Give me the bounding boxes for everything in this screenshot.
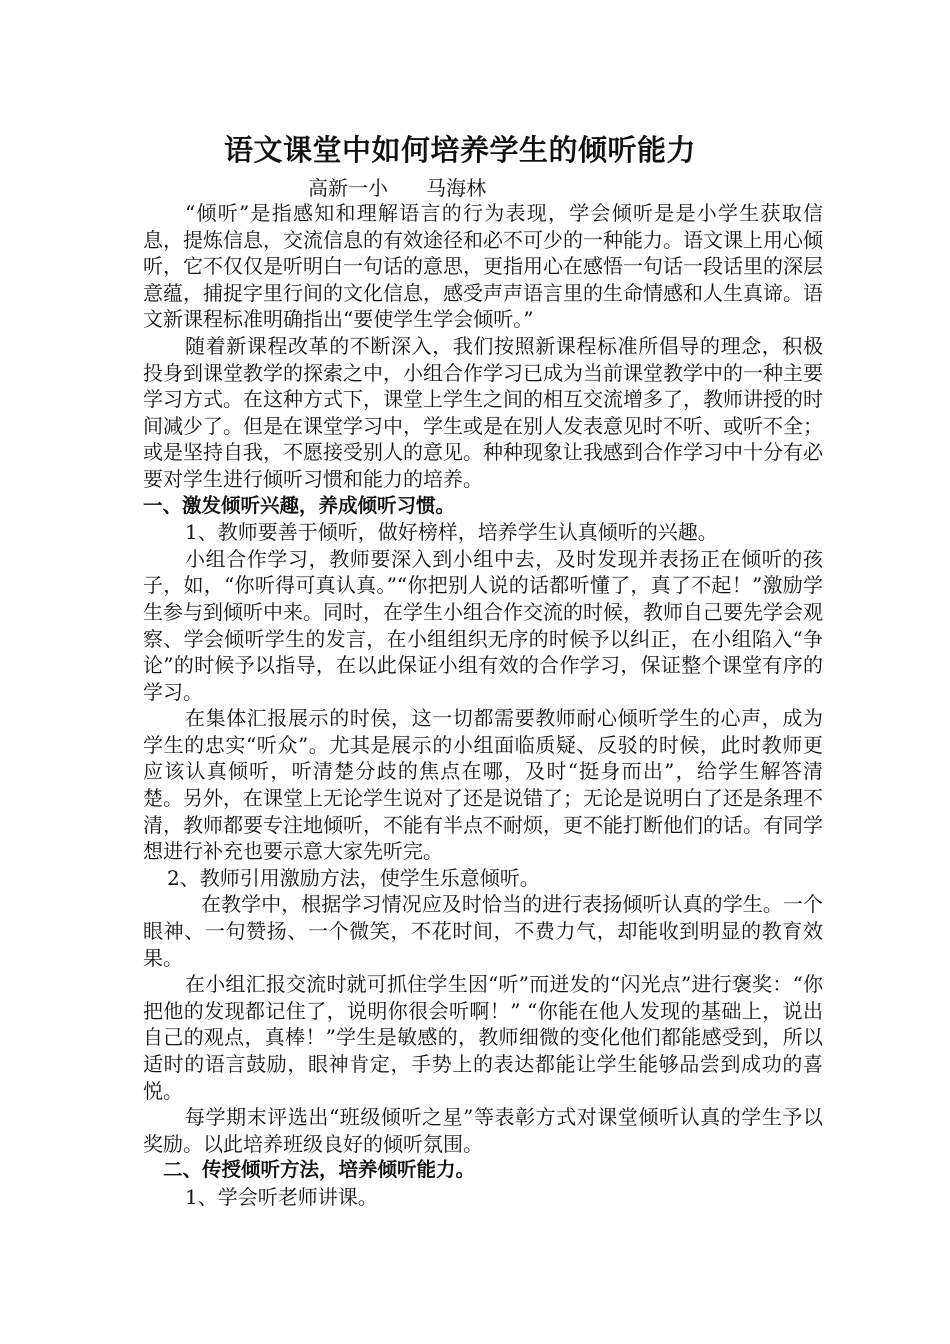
document-body — [143, 200, 823, 1211]
author-byline: 高新一小 马海林 — [308, 176, 487, 200]
paragraph: 在教学中，根据学习情况应及时恰当的进行表扬倾听认真的学生。一个眼神、一句赞扬、一个微笑，不花时间，不费力气，却能收到明显的教育效果。 — [143, 892, 823, 970]
paragraph: 在小组汇报交流时就可抓住学生因“听”而迸发的“闪光点”进行褒奖：“你把他的发现都记住了，说明你很会听啊！” “你能在他人发现的基础上，说出自己的观点，真棒！”学生是敏感的，教师细微的变化他们都能感受到，所以适时的语言鼓励，眼神肯定，手势上的表达都能让学生能够品尝到成功的喜悦。 — [143, 972, 823, 1103]
paragraph: 小组合作学习，教师要深入到小组中去，及时发现并表扬正在倾听的孩子，如，“你听得可真认真。”“你把别人说的话都听懂了，真了不起！”激励学生参与到倾听中来。同时，在学生小组合作交流的时候，教师自己要先学会观察、学会倾听学生的发言，在小组组织无序的时候予以纠正，在小组陷入“争论”的时候予以指导，在以此保证小组有效的合作学习，保证整个课堂有序的学习。 — [143, 546, 823, 704]
section-heading: 二、传授倾听方法，培养倾听能力。 — [163, 1158, 476, 1182]
document-title: 语文课堂中如何培养学生的倾听能力 — [223, 133, 696, 167]
paragraph: 在集体汇报展示的时侯，这一切都需要教师耐心倾听学生的心声，成为学生的忠实“听众”。尤其是展示的小组面临质疑、反驳的时候，此时教师更应该认真倾听，听清楚分歧的焦点在哪，及时“挺身而出”，给学生解答清楚。另外，在课堂上无论学生说对了还是说错了；无论是说明白了还是条理不清，教师都要专注地倾听，不能有半点不耐烦，更不能打断他们的话。有同学想进行补充也要示意大家先听完。 — [143, 706, 823, 864]
subheading: 1、学会听老师讲课。 — [185, 1184, 378, 1209]
section-heading: 一、激发倾听兴趣，养成倾听习惯。 — [143, 493, 456, 517]
subheading: 2、教师引用激励方法，使学生乐意倾听。 — [167, 865, 540, 890]
subheading: 1、教师要善于倾听，做好榜样，培养学生认真倾听的兴趣。 — [185, 520, 718, 545]
paragraph: “倾听”是指感知和理解语言的行为表现，学会倾听是是小学生获取信息，提炼信息，交流信息的有效途径和必不可少的一种能力。语文课上用心倾听，它不仅仅是听明白一句话的意思，更指用心在感悟一句话一段话里的深层意蕴，捕捉字里行间的文化信息，感受声声语言里的生命情感和人生真谛。语文新课程标准明确指出“要使学生学会倾听。” — [143, 201, 823, 332]
paragraph: 每学期末评选出“班级倾听之星”等表彰方式对课堂倾听认真的学生予以奖励。以此培养班级良好的倾听氛围。 — [143, 1105, 823, 1156]
paragraph: 随着新课程改革的不断深入，我们按照新课程标准所倡导的理念，积极投身到课堂教学的探索之中，小组合作学习已成为当前课堂教学中的一种主要学习方式。在这种方式下，课堂上学生之间的相互交流增多了，教师讲授的时间减少了。但是在课堂学习中，学生或是在别人发表意见时不听、或听不全；或是坚持自我，不愿接受别人的意见。种种现象让我感到合作学习中十分有必要对学生进行倾听习惯和能力的培养。 — [143, 333, 823, 491]
